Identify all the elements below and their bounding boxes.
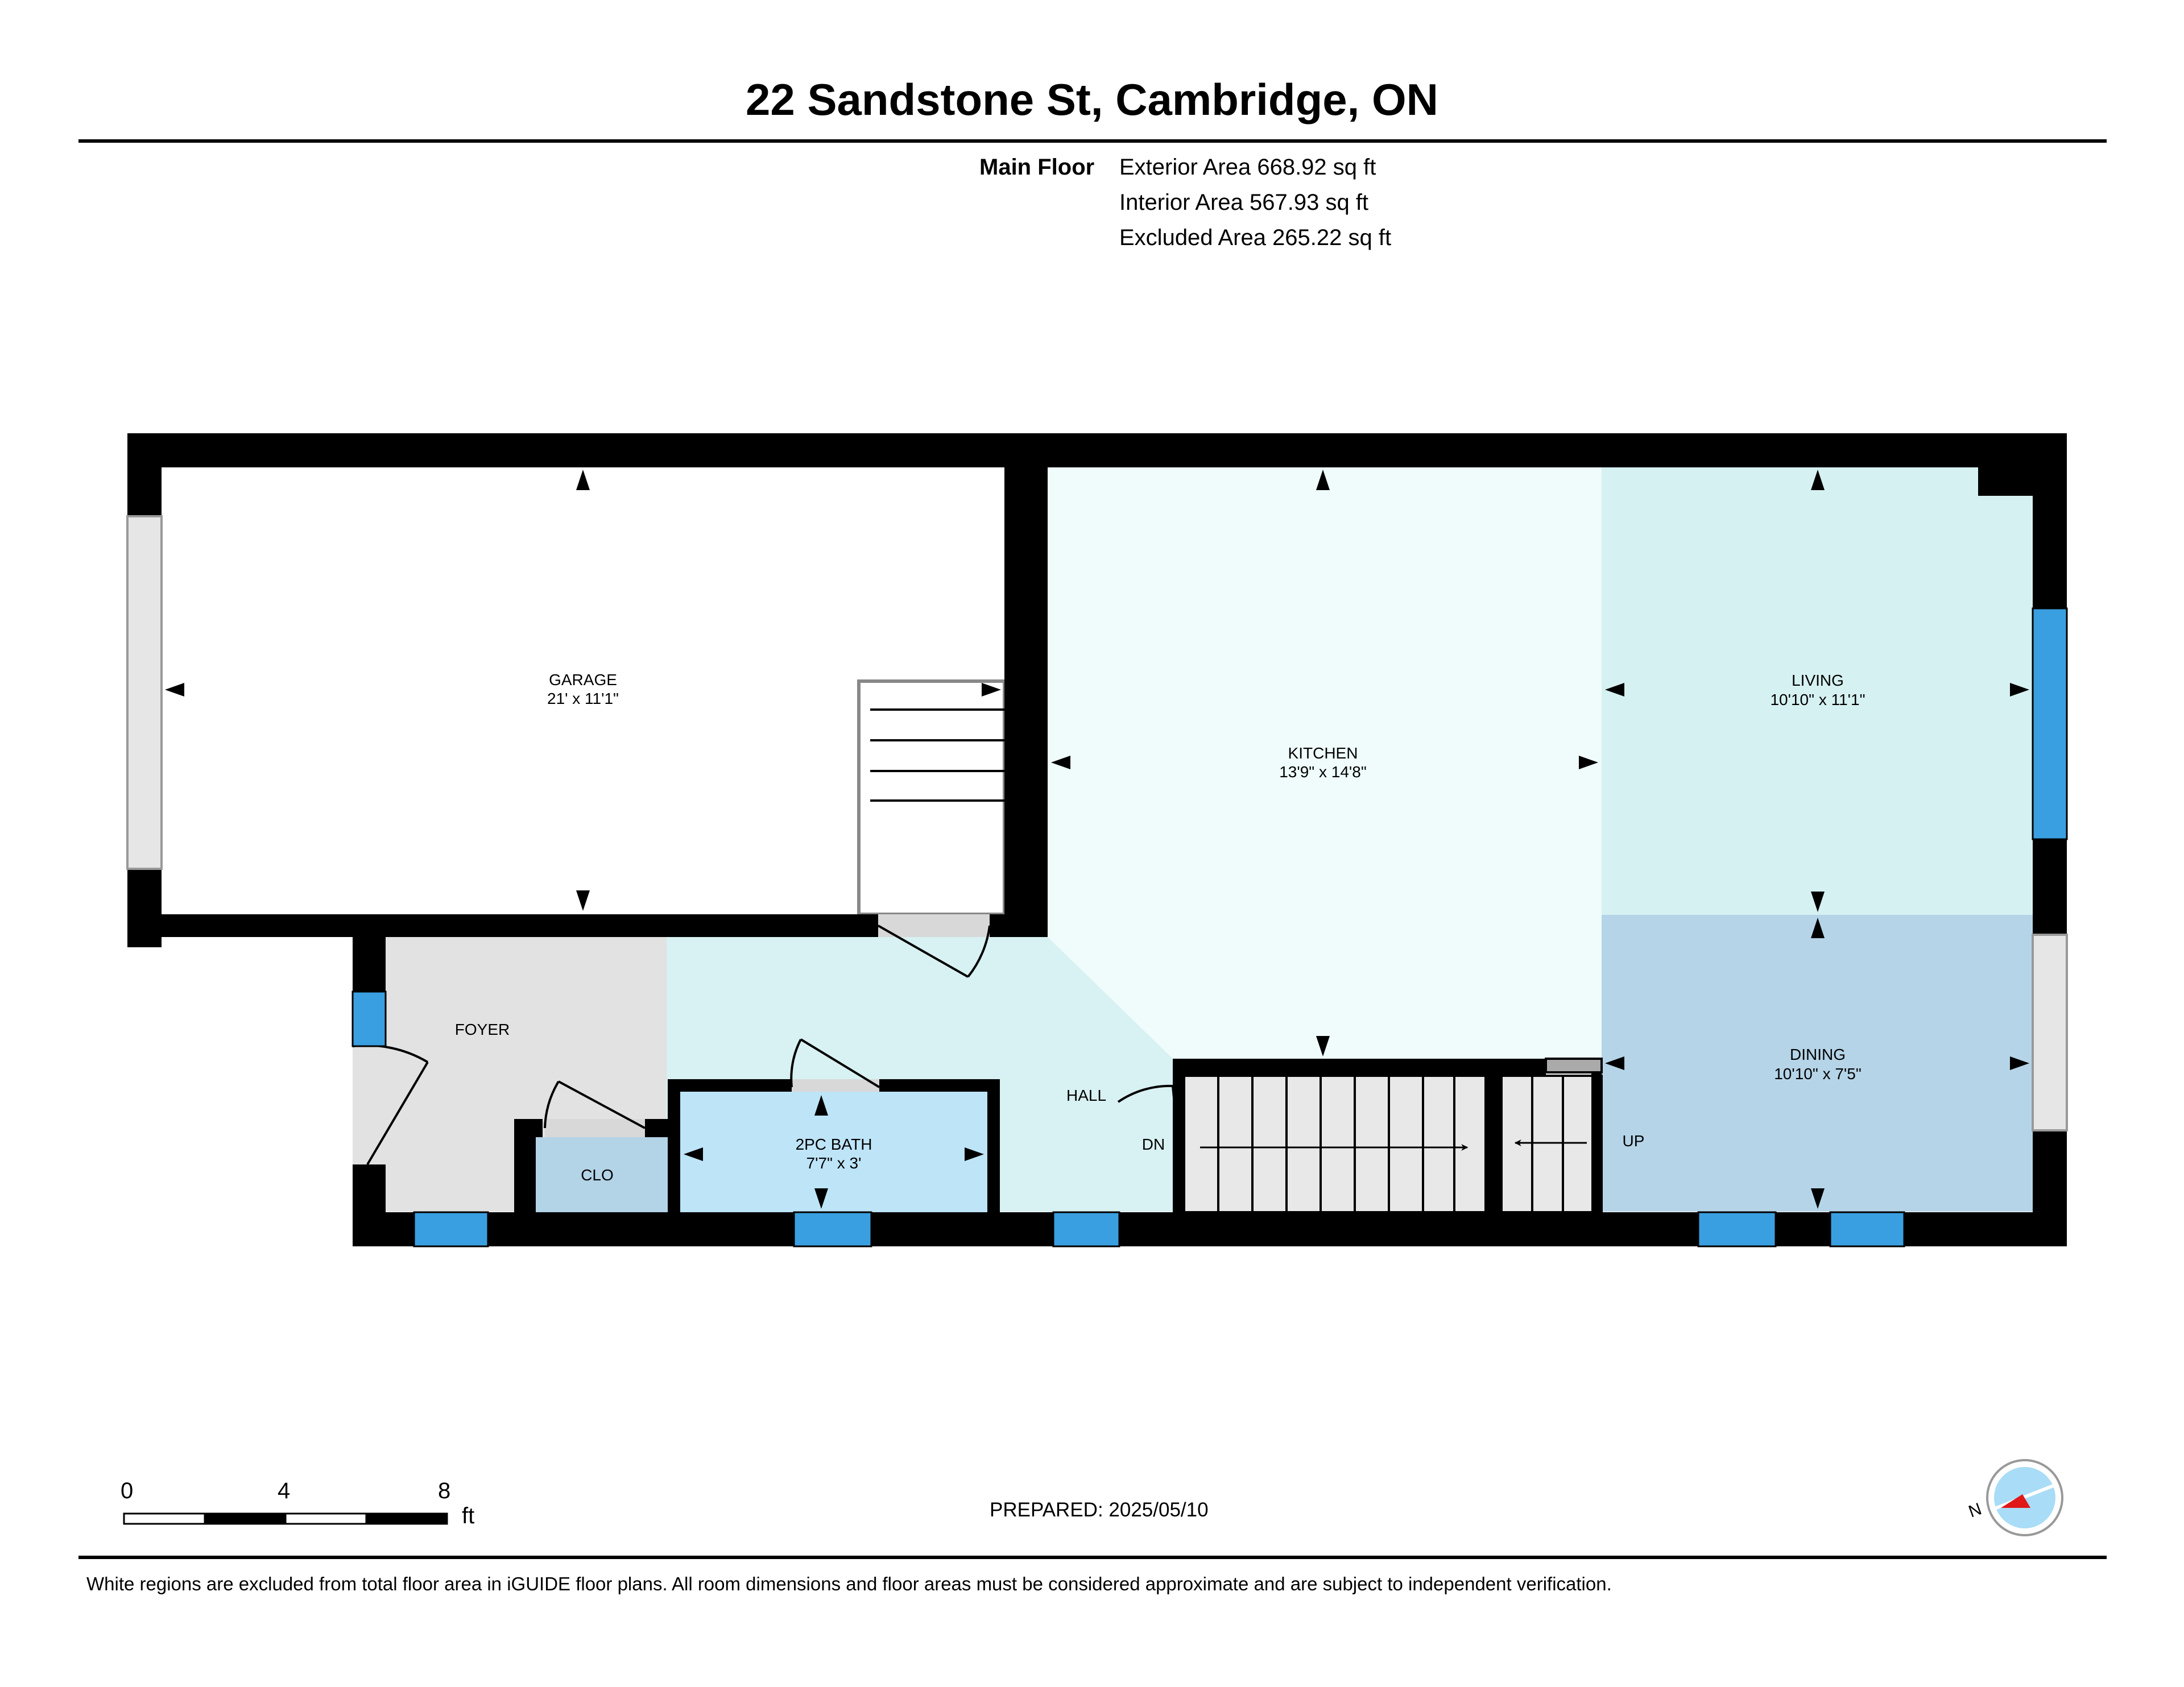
kitchen-dims: 13'9" x 14'8": [1279, 763, 1367, 781]
hall-label: HALL: [1066, 1087, 1107, 1104]
exterior-area: Exterior Area 668.92 sq ft: [1119, 155, 1376, 180]
disclaimer-text: White regions are excluded from total floor area in iGUIDE floor plans. All room dimensions and floor areas must be considered approximate and are subject to independent verification.: [86, 1573, 1612, 1594]
stairs-up-treads: [1502, 1076, 1602, 1212]
prepared-date: PREPARED: 2025/05/10: [990, 1499, 1209, 1521]
excluded-area: Excluded Area 265.22 sq ft: [1119, 225, 1392, 250]
stairs-down-treads: [1184, 1076, 1486, 1212]
floor-label: Main Floor: [979, 155, 1095, 180]
living-label: LIVING: [1792, 672, 1844, 689]
dining-fill: [1602, 915, 2033, 1212]
stairs-down-label: DN: [1141, 1135, 1165, 1153]
interior-area: Interior Area 567.93 sq ft: [1119, 190, 1369, 215]
garage-steps: [859, 681, 1004, 914]
footer-divider: [78, 1556, 2107, 1559]
dining-dims: 10'10" x 7'5": [1774, 1065, 1862, 1083]
kitchen-label: KITCHEN: [1288, 744, 1358, 762]
garage-dims: 21' x 11'1": [547, 690, 619, 707]
scale-label-8: 8: [438, 1478, 451, 1503]
scale-bar: [124, 1514, 447, 1524]
compass-north-label: N: [1966, 1499, 1984, 1522]
garage-label: GARAGE: [549, 671, 617, 689]
scale-label-0: 0: [121, 1478, 134, 1503]
compass-icon: [1987, 1460, 2062, 1535]
bath-dims: 7'7" x 3': [806, 1154, 862, 1172]
scale-label-4: 4: [278, 1478, 291, 1503]
living-dims: 10'10" x 11'1": [1770, 691, 1866, 708]
bath-label: 2PC BATH: [795, 1135, 872, 1153]
stairs-up-label: UP: [1622, 1132, 1645, 1150]
plan-title: 22 Sandstone St, Cambridge, ON: [746, 74, 1438, 125]
dining-label: DINING: [1790, 1046, 1846, 1063]
scale-unit: ft: [462, 1503, 475, 1528]
closet-label: CLO: [581, 1166, 614, 1184]
foyer-label: FOYER: [454, 1021, 510, 1038]
